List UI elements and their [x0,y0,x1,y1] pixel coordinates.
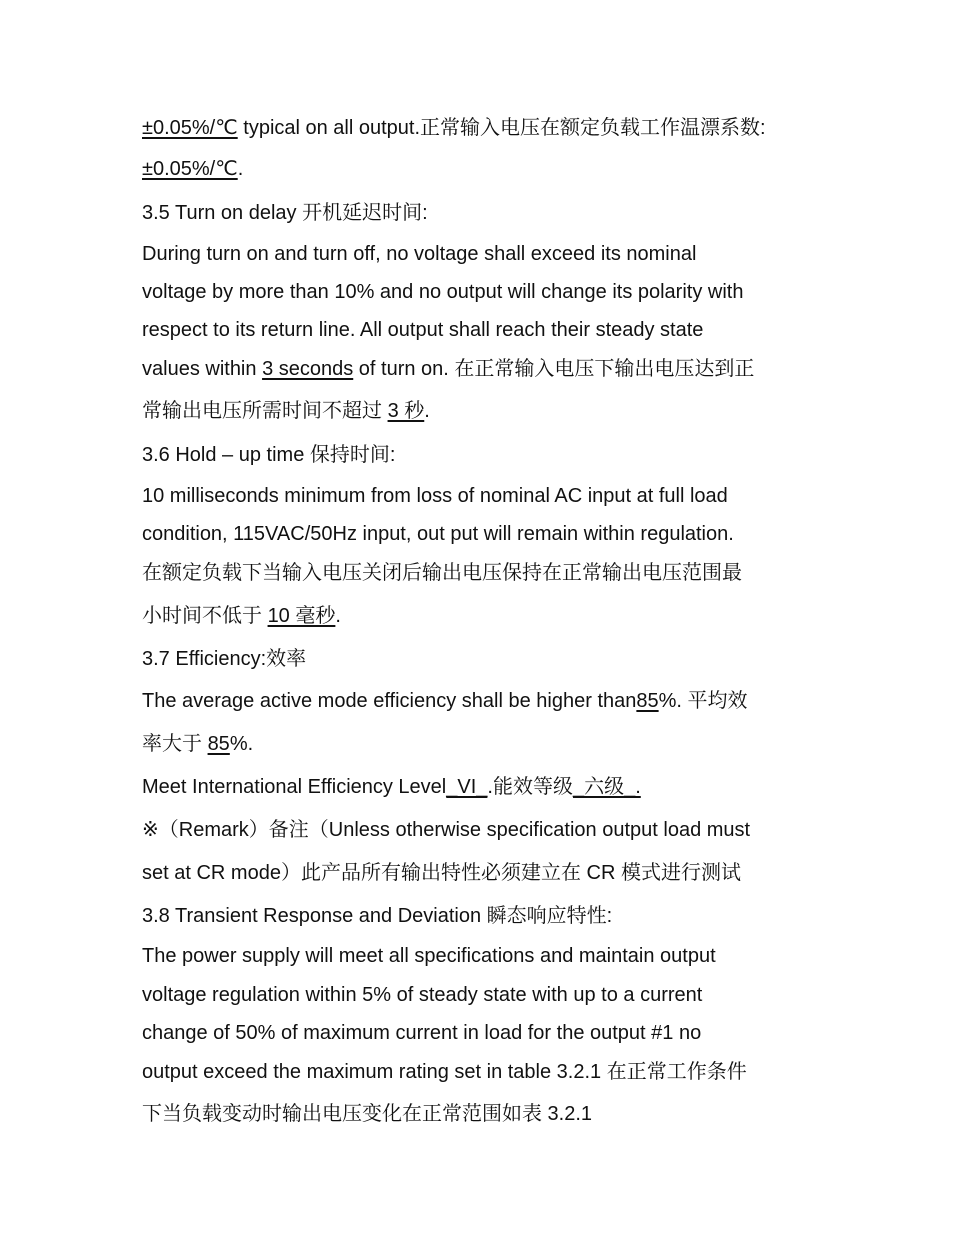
efficiency-level-text: Meet International Efficiency Level [142,776,447,798]
turn-on-delay-line-2: voltage by more than 10% and no output will change its polarity with [142,281,744,303]
turn-on-delay-cn-period: . [424,400,430,422]
hold-up-line-1: 10 milliseconds minimum from loss of nominal AC input at full load [142,485,728,507]
efficiency-level-value: _VI_ [446,776,488,798]
efficiency-value: 85 [636,690,659,712]
turn-on-delay-cn-seconds: 3 秒 [387,400,425,422]
hold-up-line-2: condition, 115VAC/50Hz input, out put will remain within regulation. [142,523,734,545]
transient-line-1: The power supply will meet all specifications and maintain output [142,945,716,967]
section-heading-3-6: 3.6 Hold – up time 保持时间: [142,444,396,466]
hold-up-line-3: 在额定负载下当输入电压关闭后输出电压保持在正常输出电压范围最 [142,562,742,584]
turn-on-delay-seconds: 3 seconds [262,358,354,380]
efficiency-text-a: The average active mode efficiency shall be higher than [142,690,637,712]
turn-on-delay-line-3: respect to its return line. All output shall reach their steady state [142,319,704,341]
temp-coefficient-value: ±0.05%/℃ [142,117,238,139]
temp-drift-text: typical on all output.正常输入电压在额定负载工作温漂系数: [237,117,766,139]
efficiency-line-1 [142,688,842,714]
transient-line-2: voltage regulation within 5% of steady state with up to a current [142,984,703,1006]
efficiency-level-cn-value: _六级_. [572,776,641,798]
section-heading-3-7: 3.7 Efficiency:效率 [142,648,307,670]
temp-drift-period: . [237,158,244,180]
efficiency-cn-text: 率大于 [142,733,208,755]
turn-on-delay-text-b: of turn on. 在正常输入电压下输出电压达到正 [353,358,755,380]
turn-on-delay-line-1: During turn on and turn off, no voltage shall exceed its nominal [142,243,697,265]
turn-on-delay-text-a: values within [142,358,263,380]
efficiency-cn-percent: %. [229,733,254,755]
section-heading-3-5: 3.5 Turn on delay 开机延迟时间: [142,202,428,224]
hold-up-period: . [335,605,341,627]
section-heading-3-8: 3.8 Transient Response and Deviation 瞬态响应特性: [142,905,613,927]
hold-up-ms: 10 毫秒 [267,605,336,627]
hold-up-line-4 [142,603,842,629]
transient-line-3: change of 50% of maximum current in load for the output #1 no [142,1022,702,1044]
temp-drift-line-2 [142,156,842,182]
efficiency-text-b: %. 平均效 [658,690,748,712]
efficiency-line-2 [142,731,842,757]
hold-up-cn-text: 小时间不低于 [142,605,268,627]
transient-line-4: output exceed the maximum rating set in table 3.2.1 在正常工作条件 [142,1061,747,1083]
remark-line-2: set at CR mode）此产品所有输出特性必须建立在 CR 模式进行测试 [142,862,741,884]
turn-on-delay-line-5 [142,398,842,424]
remark-line-1: ※（Remark）备注（Unless otherwise specification output load must [142,819,751,841]
turn-on-delay-cn-text: 常输出电压所需时间不超过 [142,400,388,422]
temp-drift-line-1 [142,115,842,141]
efficiency-cn-value: 85 [207,733,230,755]
efficiency-level-line [142,774,842,800]
transient-line-5: 下当负载变动时输出电压变化在正常范围如表 3.2.1 [142,1103,593,1125]
efficiency-level-cn-text: .能效等级 [487,776,573,798]
turn-on-delay-line-4 [142,356,842,382]
temp-coefficient-value-2: ±0.05%/℃ [142,158,238,180]
